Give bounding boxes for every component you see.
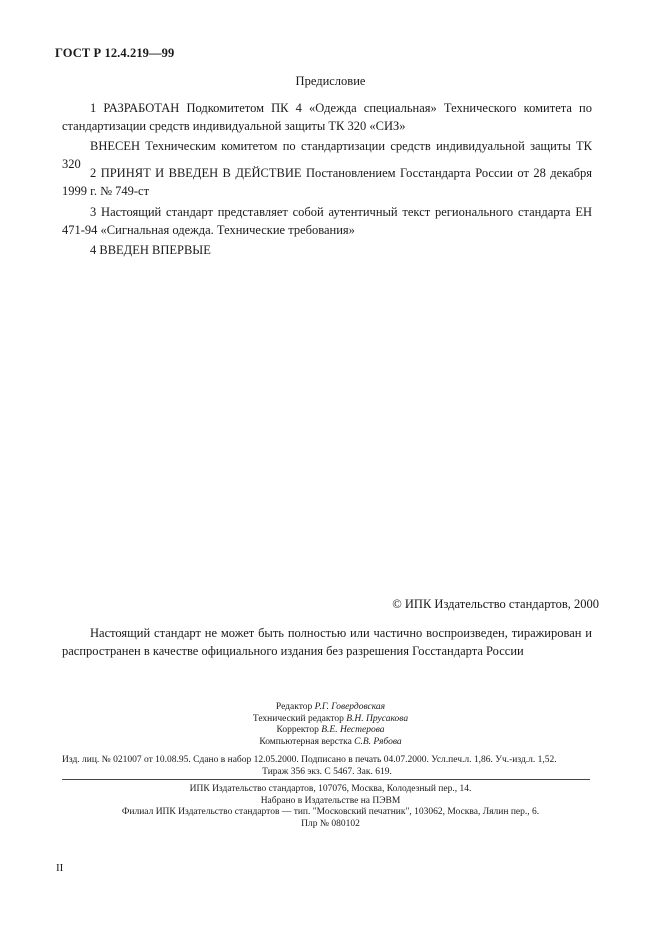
paragraph-introduced-first: 4 ВВЕДЕН ВПЕРВЫЕ — [90, 243, 211, 257]
credit-role: Редактор — [275, 702, 313, 712]
credit-name: В.Е. Нестерова — [321, 725, 385, 735]
paragraph-adopted: 2 ПРИНЯТ И ВВЕДЕН В ДЕЙСТВИЕ Постановлением Госстандарта России от 28 декабря 1999 г. № 749-ст — [62, 166, 592, 198]
paragraph-authentic-text: 3 Настоящий стандарт представляет собой аутентичный текст регионального стандарта ЕН 471-94 «Сигнальная одежда. Технические требования» — [62, 205, 592, 237]
publisher-line: ИПК Издательство стандартов, 107076, Москва, Колодезный пер., 14. — [189, 784, 472, 794]
page-number: II — [56, 862, 64, 874]
credit-proofreader — [0, 725, 661, 737]
paragraph-submitted-by: ВНЕСЕН Техническим комитетом по стандартизации средств индивидуальной защиты ТК 320 — [62, 139, 592, 171]
publisher-line: Набрано в Издательстве на ПЭВМ — [260, 795, 401, 806]
imprint-block — [62, 754, 592, 778]
credit-tech-editor — [0, 714, 661, 726]
section-title: Предисловие — [295, 74, 366, 88]
credit-name: В.Н. Прусакова — [346, 713, 409, 724]
publisher-line: Филиал ИПК Издательство стандартов — тип. "Московский печатник", 103062, Москва, Лялин пер., 6. — [121, 807, 540, 817]
imprint-line: Изд. лиц. № 021007 от 10.08.95. Сдано в набор 12.05.2000. Подписано в печать 04.07.2000. Усл.печ.л. 1,86. Уч.-изд.л. 1,52. — [62, 755, 557, 765]
credit-role: Корректор — [276, 725, 319, 735]
credit-editor — [0, 702, 661, 714]
publisher-line: Плр № 080102 — [301, 818, 360, 829]
divider — [62, 779, 590, 780]
publisher-block — [0, 784, 661, 830]
credits-block — [0, 702, 661, 748]
credit-name: Р.Г. Говердовская — [314, 702, 386, 712]
credit-role: Технический редактор — [252, 713, 344, 724]
document-header: ГОСТ Р 12.4.219—99 — [55, 46, 175, 60]
imprint-line: Тираж 356 экз. С 5467. Зак. 619. — [262, 767, 392, 777]
credit-layout — [0, 737, 661, 749]
reproduction-notice: Настоящий стандарт не может быть полностью или частично воспроизведен, тиражирован и распространен в качестве официального издания без разрешения Госстандарта России — [62, 626, 592, 658]
paragraph-developed-by: 1 РАЗРАБОТАН Подкомитетом ПК 4 «Одежда специальная» Технического комитета по стандартизации средств индивидуальной защиты ТК 320 «СИЗ» — [62, 101, 592, 133]
copyright-line: © ИПК Издательство стандартов, 2000 — [392, 597, 599, 611]
credit-role: Компьютерная верстка — [259, 736, 352, 747]
credit-name: С.В. Рябова — [354, 736, 402, 747]
